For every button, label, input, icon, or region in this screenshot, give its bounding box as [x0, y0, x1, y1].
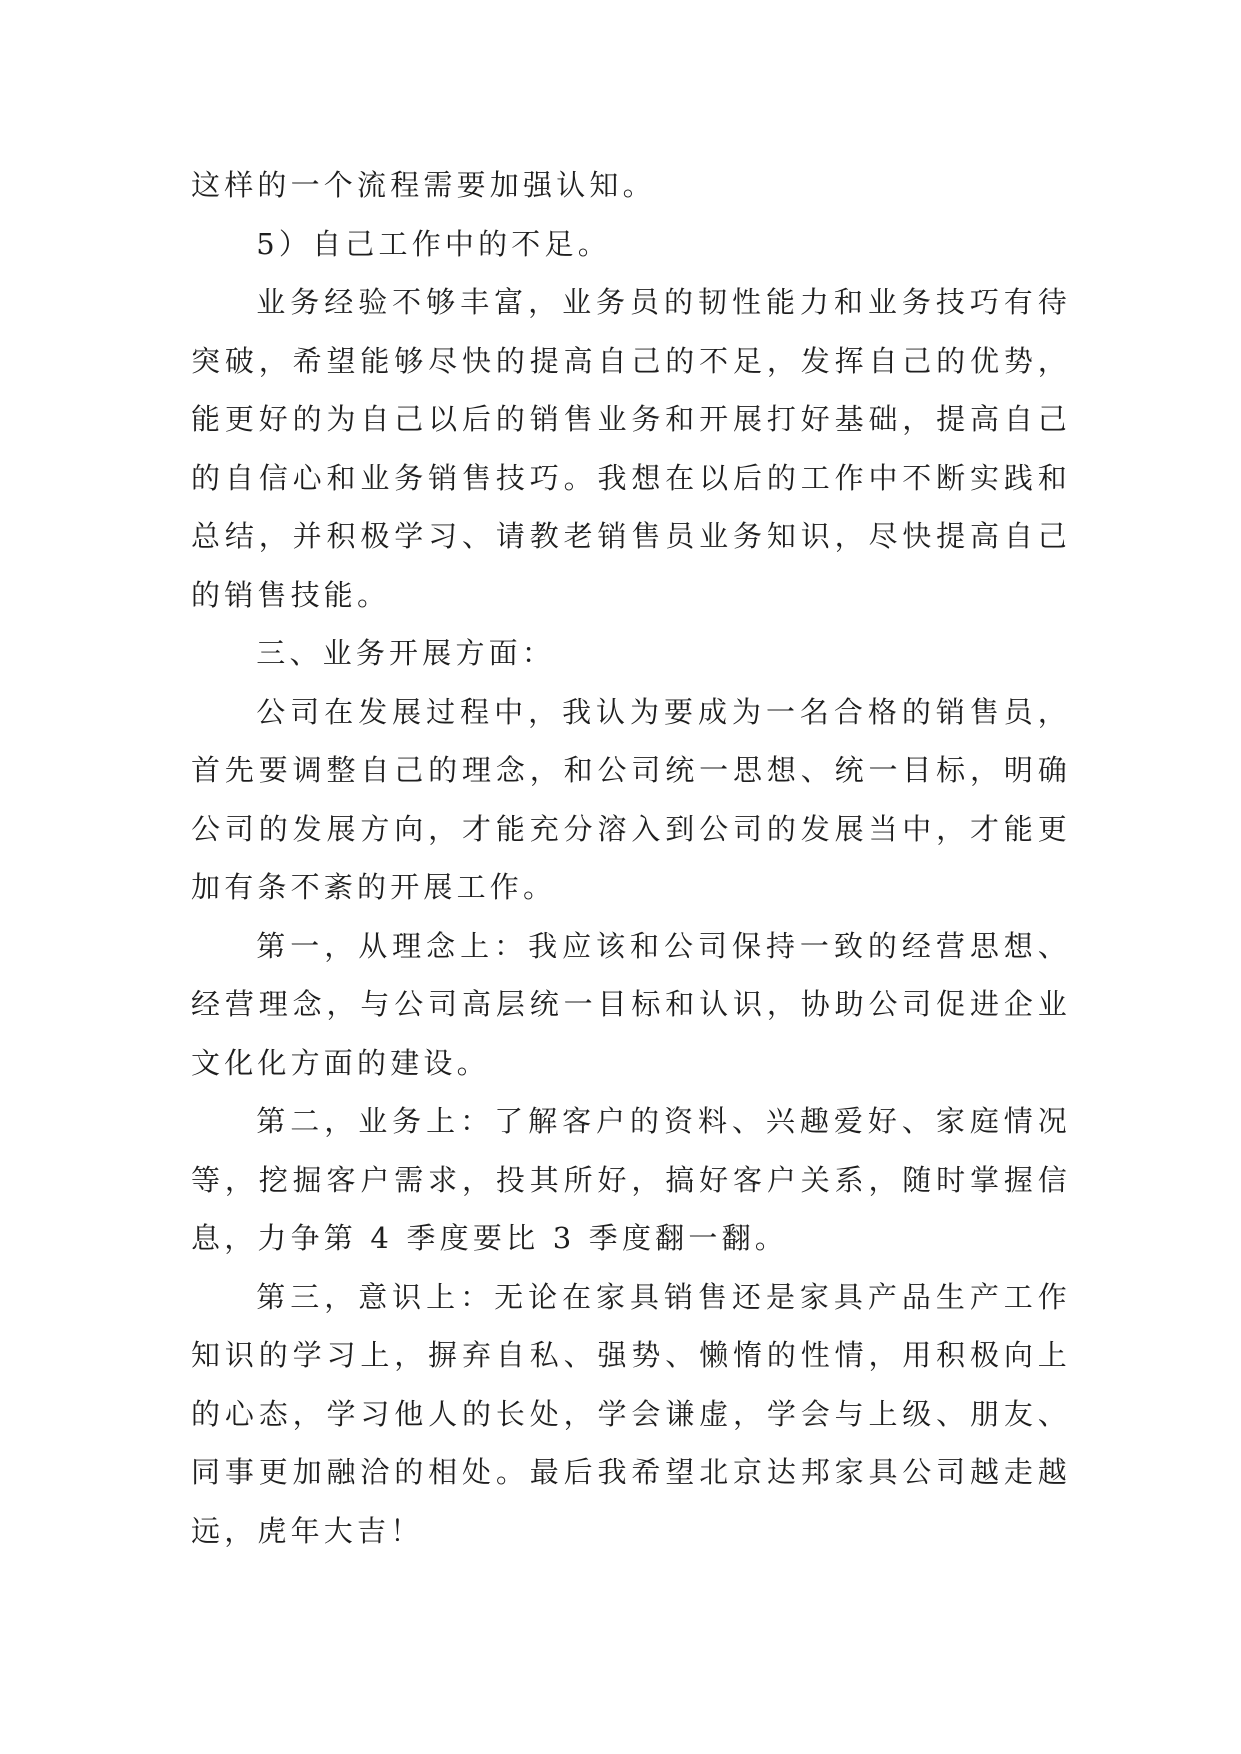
- paragraph-continuation: 这样的一个流程需要加强认知。: [191, 168, 656, 202]
- section-heading-business: 三、业务开展方面：: [256, 636, 556, 670]
- document-body: [191, 156, 1071, 1560]
- paragraph-heading-shortcomings: 5）自己工作中的不足。: [256, 226, 611, 261]
- paragraph-business-intro: 公司在发展过程中，我认为要成为一名合格的销售员，首先要调整自己的理念，和公司统一思想、统一目标，明确公司的发展方向，才能充分溶入到公司的发展当中，才能更加有条不紊的开展工作。: [191, 694, 1071, 904]
- paragraph-shortcomings: 业务经验不够丰富，业务员的韧性能力和业务技巧有待突破，希望能够尽快的提高自己的不足，发挥自己的优势，能更好的为自己以后的销售业务和开展打好基础，提高自己的自信心和业务销售技巧。我想在以后的工作中不断实践和总结，并积极学习、请教老销售员业务知识，尽快提高自己的销售技能。: [191, 285, 1071, 612]
- paragraph-third-point: 第三，意识上：无论在家具销售还是家具产品生产工作知识的学习上，摒弃自私、强势、懒惰的性情，用积极向上的心态，学习他人的长处，学会谦虚，学会与上级、朋友、同事更加融洽的相处。最后我希望北京达邦家具公司越走越远，虎年大吉！: [191, 1279, 1071, 1548]
- paragraph-second-point: 第二，业务上：了解客户的资料、兴趣爱好、家庭情况等，挖掘客户需求，投其所好，搞好客户关系，随时掌握信息，力争第 4 季度要比 3 季度翻一翻。: [191, 1104, 1071, 1255]
- paragraph-first-point: 第一，从理念上：我应该和公司保持一致的经营思想、经营理念，与公司高层统一目标和认识，协助公司促进企业文化化方面的建设。: [191, 928, 1071, 1080]
